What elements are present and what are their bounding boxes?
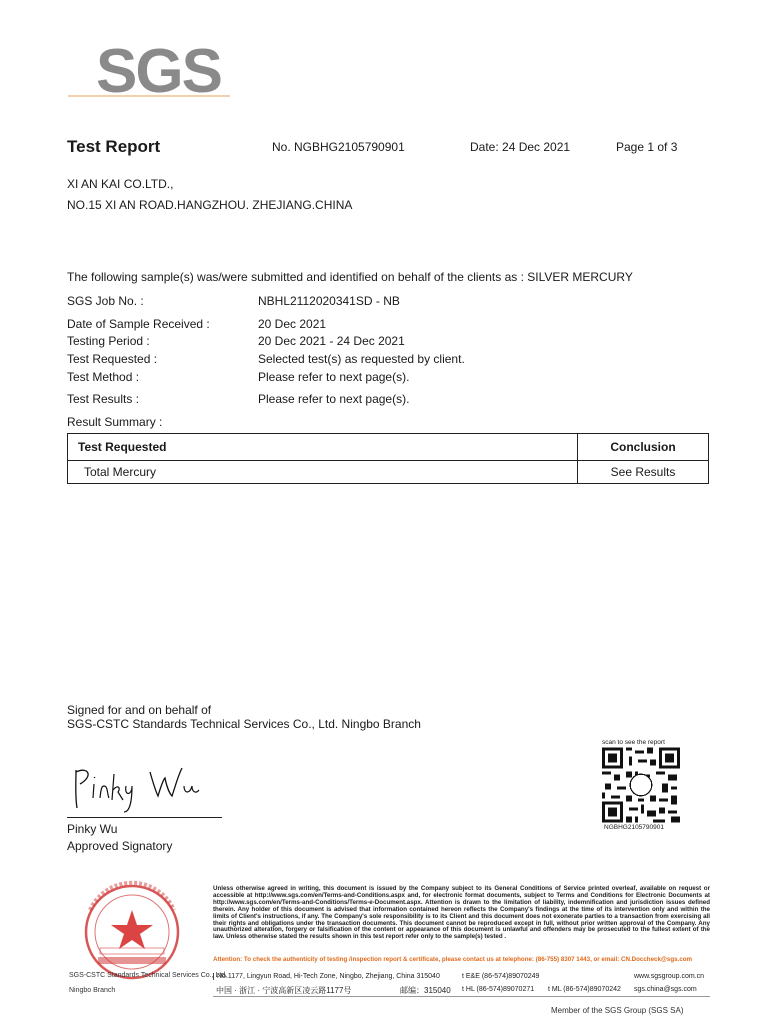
field-value: 20 Dec 2021 — [258, 317, 327, 331]
signed-line-2: SGS-CSTC Standards Technical Services Co., Ltd. Ningbo Branch — [67, 717, 421, 731]
address-en: No.1177, Lingyun Road, Hi-Tech Zone, Ningbo, Zhejiang, China 315040 — [213, 973, 440, 980]
email-address: sgs.china@sgs.com — [634, 986, 697, 993]
company-seal-icon — [70, 880, 210, 1002]
column-header: Conclusion — [578, 434, 709, 461]
field-label: Test Results : — [67, 392, 140, 406]
phone-en: t E&E (86-574)89070249 — [462, 973, 540, 980]
client-name: XI AN KAI CO.LTD., — [67, 177, 174, 191]
stamp-company-text: SGS-CSTC Standards Technical Services Co., Ltd. — [69, 972, 228, 979]
intro-text: The following sample(s) was/were submitted and identified on behalf of the clients as : SILVER MERCURY — [67, 270, 633, 284]
table-cell: Total Mercury — [68, 461, 578, 484]
handwritten-signature — [68, 760, 218, 815]
logo-text: SGS — [96, 37, 221, 102]
table-cell: See Results — [578, 461, 709, 484]
postcode-cn: 邮编：315040 — [400, 986, 451, 995]
table-row — [68, 461, 709, 484]
page-indicator: Page 1 of 3 — [616, 140, 678, 154]
field-label: Test Method : — [67, 370, 140, 384]
field-value: 20 Dec 2021 - 24 Dec 2021 — [258, 334, 405, 348]
attention-text: Attention: To check the authenticity of testing /inspection report & certificate, please contact us at telephone: (86-755) 8307 1443, or email: CN.Doccheck@sgs.com — [213, 956, 693, 963]
field-label: Testing Period : — [67, 334, 150, 348]
signed-line-1: Signed for and on behalf of — [67, 703, 212, 717]
qr-code-icon[interactable] — [602, 747, 680, 823]
terms-text: Unless otherwise agreed in writing, this document is issued by the Company subject to its General Conditions of Service printed overleaf, available on request or accessible at http://www.sgs.com/en/Terms-and-Conditions.aspx and, for electronic format documents, subject to Terms and Conditions for Electronic Documents at http://www.sgs.com/en/Terms-and-Conditions/Terms-e-Document.aspx. Attention is drawn to the limitation of liability, indemnification and jurisdiction issues defined therein. Any holder of this document is advised that information contained hereon reflects the Company's findings at the time of its intervention only and within the limits of Client's instructions, if any. The Company's sole responsibility is to its Client and this document does not exonerate parties to a transaction from exercising all their rights and obligations under the transaction documents. This document cannot be reproduced except in full, without prior written approval of the Company. Any unauthorized alteration, forgery or falsification of the content or appearance of this document is unlawful and offenders may be prosecuted to the fullest extent of the law. Unless otherwise stated the results shown in this test report refer only to the sample(s) tested . — [213, 885, 710, 941]
report-date: Date: 24 Dec 2021 — [470, 140, 571, 154]
result-summary-table — [67, 433, 709, 484]
report-number: No. NGBHG2105790901 — [272, 140, 405, 154]
website: www.sgsgroup.com.cn — [634, 973, 705, 980]
field-value: Selected test(s) as requested by client. — [258, 352, 465, 366]
result-summary-label: Result Summary : — [67, 415, 163, 429]
signature-line — [67, 817, 222, 818]
field-label: SGS Job No. : — [67, 294, 144, 308]
client-address: NO.15 XI AN ROAD.HANGZHOU. ZHEJIANG.CHINA — [67, 198, 353, 212]
sgs-logo — [68, 32, 230, 102]
stamp-branch-text: Ningbo Branch — [69, 987, 116, 994]
field-value: NBHL2112020341SD - NB — [258, 294, 400, 308]
phone-ml: t ML (86-574)89070242 — [548, 986, 621, 993]
address-cn: 中国 · 浙江 · 宁波高新区凌云路1177号 — [216, 986, 352, 995]
qr-caption-bottom: NGBHG2105790901 — [604, 824, 664, 831]
field-value: Please refer to next page(s). — [258, 370, 410, 384]
field-label: Date of Sample Received : — [67, 317, 210, 331]
member-text: Member of the SGS Group (SGS SA) — [551, 1006, 684, 1015]
table-header-row — [68, 434, 709, 461]
field-value: Please refer to next page(s). — [258, 392, 410, 406]
qr-caption-top: scan to see the report — [602, 739, 665, 746]
signatory-role: Approved Signatory — [67, 839, 173, 853]
field-label: Test Requested : — [67, 352, 158, 366]
signatory-name: Pinky Wu — [67, 822, 118, 836]
column-header: Test Requested — [68, 434, 578, 461]
phone-cn: t HL (86-574)89070271 — [462, 986, 535, 993]
page-title: Test Report — [67, 137, 161, 156]
footer-divider — [213, 996, 710, 997]
